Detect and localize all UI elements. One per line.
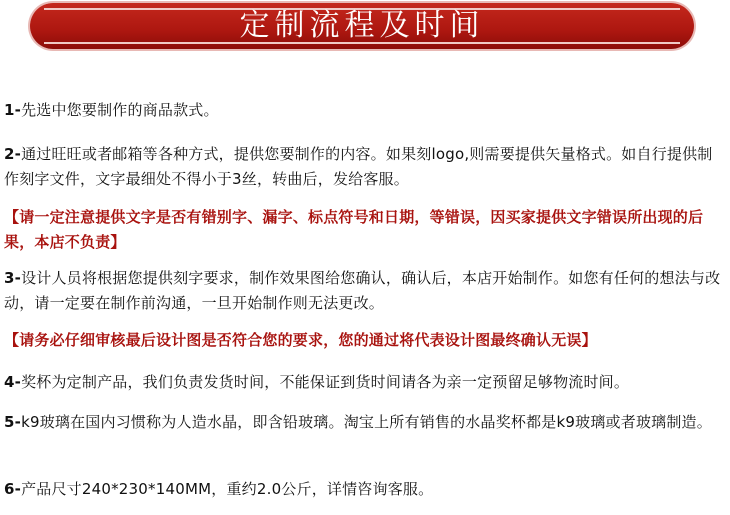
step-number: 2- [4, 145, 22, 163]
step-text: 设计人员将根据您提供刻字要求，制作效果图给您确认，确认后，本店开始制作。如您有任何的想法与改动，请一定要在制作前沟通，一旦开始制作则无法更改。 [4, 269, 721, 312]
step-number: 4- [4, 373, 22, 391]
step-2 [4, 142, 726, 192]
step-text: 奖杯为定制产品，我们负责发货时间，不能保证到货时间请各为亲一定预留足够物流时间。 [21, 373, 630, 391]
step-3 [4, 266, 726, 316]
step-text: k9玻璃在国内习惯称为人造水晶，即含铅玻璃。淘宝上所有销售的水晶奖杯都是k9玻璃或者玻璃制造。 [21, 413, 712, 431]
step-4 [4, 370, 726, 395]
step-text: 通过旺旺或者邮箱等各种方式，提供您要制作的内容。如果刻logo,则需要提供矢量格式。如自行提供制作刻字文件，文字最细处不得小于3丝，转曲后，发给客服。 [4, 145, 713, 188]
warning-text-accuracy: 【请一定注意提供文字是否有错别字、漏字、标点符号和日期，等错误，因买家提供文字错误所出现的后果，本店不负责】 [4, 208, 704, 251]
warning-design-approval: 【请务必仔细审核最后设计图是否符合您的要求，您的通过将代表设计图最终确认无误】 [4, 331, 597, 349]
step-text: 先选中您要制作的商品款式。 [21, 101, 219, 119]
step-number: 5- [4, 413, 22, 431]
step-number: 6- [4, 480, 22, 498]
step-number: 3- [4, 269, 22, 287]
step-5 [4, 410, 726, 435]
header-banner [30, 3, 694, 49]
step-number: 1- [4, 101, 22, 119]
step-6 [4, 477, 726, 502]
step-text: 产品尺寸240*230*140MM，重约2.0公斤，详情咨询客服。 [21, 480, 434, 498]
page-title: 定制流程及时间 [239, 8, 485, 43]
step-1 [4, 98, 726, 123]
